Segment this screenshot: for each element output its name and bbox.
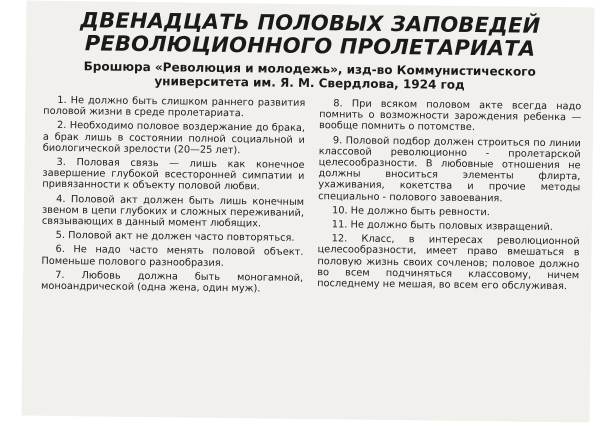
source-citation-line-1: Брошюра «Революция и молодежь», изд-во Коммунистического bbox=[83, 59, 536, 79]
commandment-6: 6. Не надо часто менять половой объект. Поменьше полового разнообразия. bbox=[41, 244, 304, 269]
commandment-4: 4. Половой акт должен быть лишь конечным звеном в цепи глубоких и сложных переживаний, связывающих в данный момент любящих. bbox=[41, 193, 305, 230]
commandment-1: 1. Не должно быть слишком раннего развития половой жизни в среде пролетариата. bbox=[43, 94, 306, 120]
commandment-11: 11. Не должно быть половых извращений. bbox=[331, 219, 553, 234]
right-column bbox=[317, 98, 581, 301]
newspaper-clipping bbox=[21, 1, 594, 423]
commandment-8: 8. При всяком половом акте всегда надо помнить о возможности зарождения ребенка — вообще помнить о потомстве. bbox=[318, 98, 582, 134]
headline-line-1: ДВЕНАДЦАТЬ ПОЛОВЫХ ЗАПОВЕДЕЙ bbox=[80, 8, 541, 38]
commandment-5: 5. Половой акт не должен часто повторяться. bbox=[55, 230, 295, 245]
commandment-12: 12. Класс, в интересах революционной целесообразности, имеет право вмешаться в половую жизнь своих сочленов; половое должно во всем подчиняться классовому, ничем последнему не мешая, во всем его обслуживая. bbox=[317, 233, 580, 293]
commandment-9: 9. Половой подбор должен строиться по линии классовой революционно - пролетарской целесообразности. В любовные отношения не должны вноситься элементы флирта, ухаживания, кокетства и прочие методы специально - полового завоевания. bbox=[318, 134, 581, 204]
source-citation-line-2: университета им. Я. М. Свердлова, 1924 год bbox=[154, 74, 465, 92]
headline bbox=[26, 1, 595, 62]
left-column bbox=[41, 95, 305, 298]
body-columns bbox=[23, 87, 594, 302]
commandment-3: 3. Половая связь — лишь как конечное завершение глубокой всесторонней симпатии и привязанности к объекту половой любви. bbox=[42, 156, 305, 193]
commandment-7: 7. Любовь должна быть моногамной, моноандрической (одна жена, один муж). bbox=[40, 269, 304, 295]
headline-line-2: РЕВОЛЮЦИОННОГО ПРОЛЕТАРИАТА bbox=[84, 31, 536, 61]
commandment-10: 10. Не должно быть ревности. bbox=[331, 205, 491, 219]
commandment-2: 2. Необходимо половое воздержание до брака, а брак лишь в состоянии полной социальной и биологической зрелости (20—25 лет). bbox=[42, 120, 306, 156]
